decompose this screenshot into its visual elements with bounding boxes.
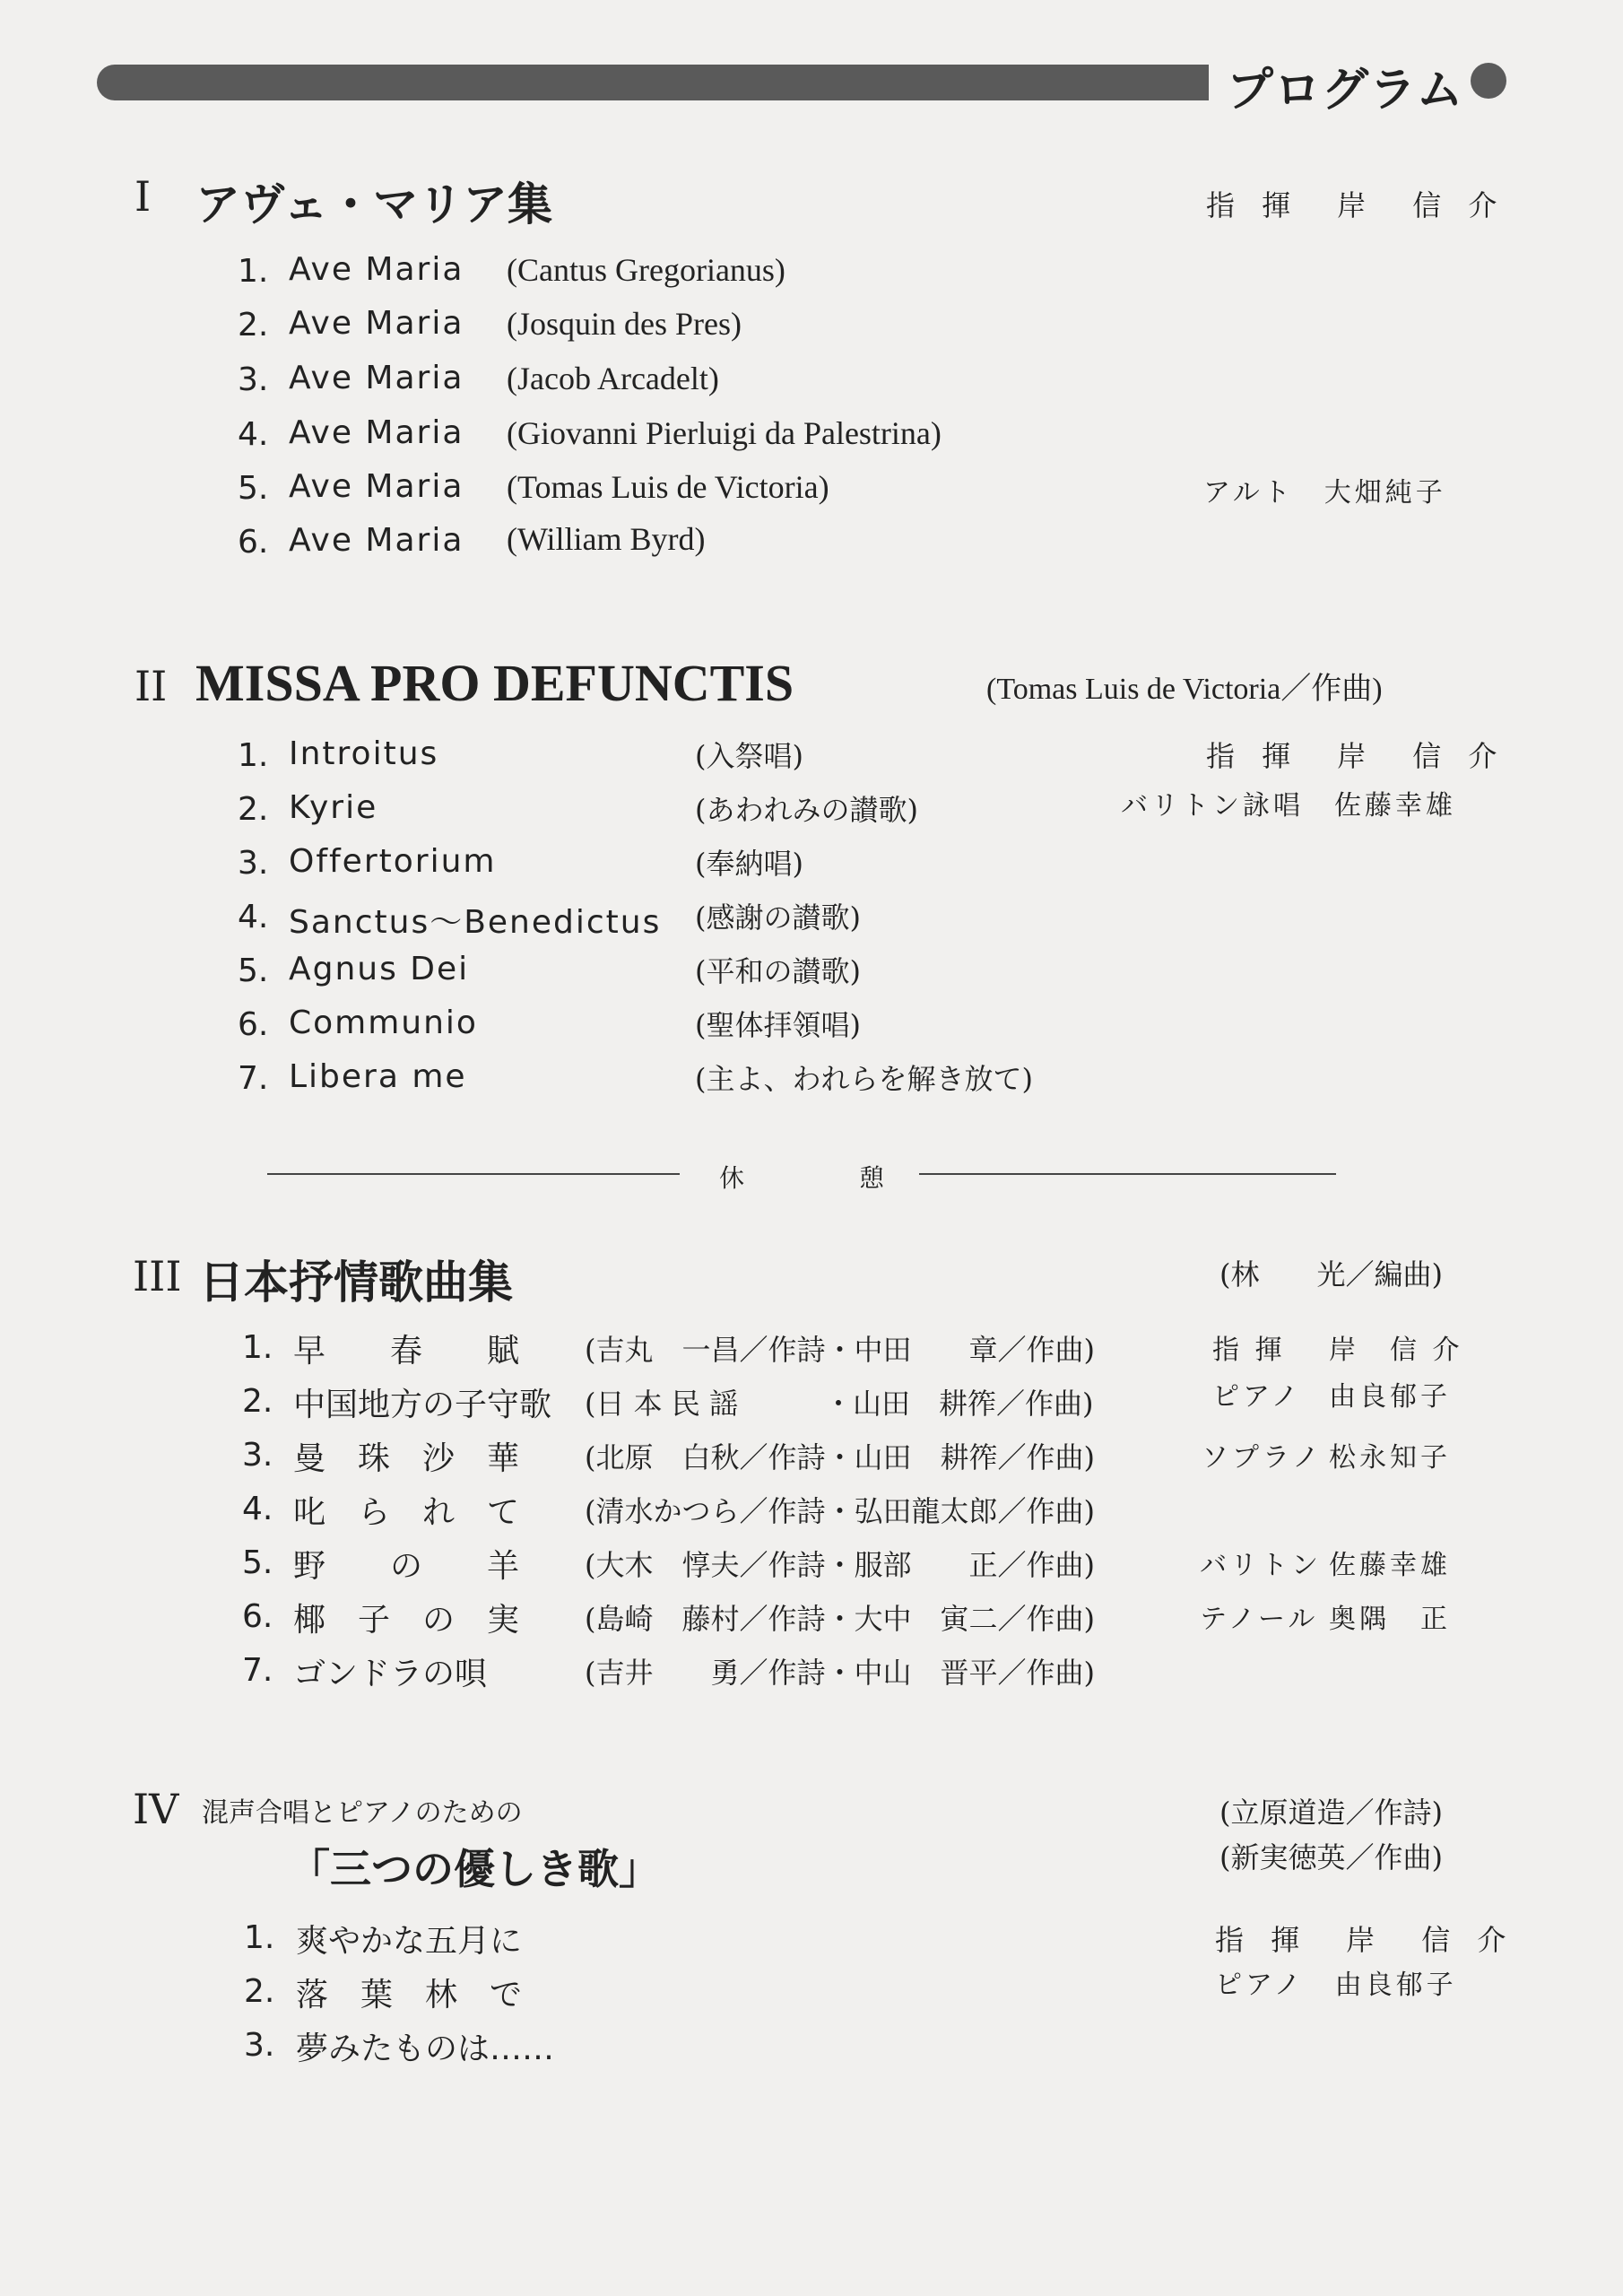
list-item-title: 爽やかな五月に (296, 1923, 523, 1960)
list-item-index: 2. (242, 1383, 273, 1420)
section-4-piano: ピアノ 由良郁子 (1215, 1970, 1457, 2001)
list-item-composer: (Josquin des Pres) (507, 306, 742, 342)
list-item-title: Offertorium (289, 843, 497, 880)
section-4-title: 「三つの優しき歌」 (289, 1845, 660, 1893)
list-item-title: Agnus Dei (289, 951, 470, 987)
list-item-title: Kyrie (289, 789, 378, 826)
list-item-index: 2. (244, 1973, 275, 2010)
list-item-index: 1. (244, 1919, 275, 1956)
list-item-performer: 松永知子 (1329, 1442, 1451, 1474)
intermission-label-right: 憩 (859, 1163, 885, 1193)
list-item-index: 2. (238, 307, 269, 344)
list-item-role: ソプラノ (1202, 1442, 1324, 1474)
section-2-number: II (135, 662, 168, 710)
section-3-title: 日本抒情歌曲集 (199, 1256, 513, 1309)
list-item-composer: (Tomas Luis de Victoria) (507, 469, 829, 505)
list-item-index: 7. (238, 1060, 269, 1097)
list-item-composer: (Jacob Arcadelt) (507, 361, 719, 396)
list-item-title: 曼 珠 沙 華 (293, 1440, 520, 1477)
list-item-translation: (感謝の讃歌) (695, 900, 861, 935)
section-1-alto: アルト 大畑純子 (1203, 477, 1446, 509)
list-item-title: ゴンドラの唄 (293, 1656, 488, 1692)
list-item-title: Ave Maria (289, 251, 464, 288)
list-item-composer: (Giovanni Pierluigi da Palestrina) (507, 415, 942, 451)
list-item-performer: 岸 信 介 (1329, 1335, 1463, 1366)
list-item-title: Ave Maria (289, 414, 464, 451)
section-1-conductor: 指 揮 岸 信 介 (1206, 188, 1506, 222)
list-item-role: テノール (1200, 1604, 1319, 1635)
list-item-index: 1. (238, 737, 269, 774)
list-item-translation: (奉納唱) (695, 847, 803, 881)
intermission-label-left: 休 (719, 1163, 745, 1193)
header-bar (97, 65, 1209, 100)
list-item-translation: (入祭唱) (695, 739, 803, 773)
list-item-title: Ave Maria (289, 305, 464, 342)
list-item-title: Sanctus〜Benedictus (289, 904, 662, 941)
list-item-credit: (北原 白秋／作詩・山田 耕筰／作曲) (585, 1440, 1095, 1474)
list-item-credit: (日 本 民 謡 ・山田 耕筰／作曲) (585, 1387, 1094, 1421)
section-4-lyricist-note: (立原道造／作詩) (1219, 1796, 1443, 1830)
list-item-index: 3. (238, 361, 269, 398)
list-item-index: 3. (242, 1437, 273, 1474)
section-2-composer-note: (Tomas Luis de Victoria／作曲) (986, 673, 1383, 706)
list-item-index: 6. (238, 1006, 269, 1043)
list-item-title: 叱 ら れ て (293, 1494, 520, 1531)
list-item-credit: (清水かつら／作詩・弘田龍太郎／作曲) (585, 1494, 1095, 1528)
list-item-credit: (島崎 藤村／作詩・大中 寅二／作曲) (585, 1602, 1095, 1636)
list-item-title: Introitus (289, 735, 439, 772)
list-item-title: Ave Maria (289, 468, 464, 505)
list-item-title: Ave Maria (289, 360, 464, 396)
list-item-title: 椰 子 の 実 (293, 1602, 520, 1639)
list-item-title: 落 葉 林 で (296, 1977, 523, 2013)
list-item-title: Communio (289, 1004, 478, 1041)
list-item-composer: (William Byrd) (507, 521, 706, 557)
list-item-index: 6. (238, 524, 269, 561)
section-4-conductor: 指 揮 岸 信 介 (1215, 1923, 1515, 1957)
header-dot (1471, 63, 1506, 99)
list-item-performer: 由良郁子 (1329, 1381, 1451, 1413)
list-item-title: 夢みたものは…… (296, 2031, 555, 2067)
list-item-index: 4. (238, 416, 269, 453)
list-item-index: 5. (238, 470, 269, 507)
section-1-number: I (135, 172, 152, 221)
list-item-performer: 奥隅 正 (1329, 1604, 1451, 1635)
list-item-performer: 佐藤幸雄 (1329, 1550, 1451, 1581)
list-item-index: 7. (242, 1652, 273, 1689)
list-item-role: バリトン (1200, 1550, 1322, 1581)
list-item-index: 5. (238, 952, 269, 989)
section-4-number: IV (133, 1785, 179, 1833)
list-item-index: 3. (244, 2027, 275, 2064)
list-item-index: 5. (242, 1544, 273, 1581)
list-item-index: 1. (238, 253, 269, 290)
list-item-role: 指 揮 (1212, 1335, 1286, 1366)
list-item-index: 4. (242, 1491, 273, 1527)
list-item-translation: (あわれみの讃歌) (695, 793, 918, 827)
list-item-index: 6. (242, 1598, 273, 1635)
list-item-translation: (平和の讃歌) (695, 954, 861, 988)
list-item-index: 2. (238, 791, 269, 828)
list-item-title: 野 の 羊 (293, 1548, 520, 1585)
list-item-title: Ave Maria (289, 522, 464, 559)
list-item-title: 中国地方の子守歌 (293, 1387, 552, 1423)
intermission-rule-left (267, 1173, 680, 1175)
list-item-translation: (聖体拝領唱) (695, 1008, 861, 1042)
section-2-title: MISSA PRO DEFUNCTIS (195, 654, 794, 712)
intermission-rule-right (919, 1173, 1336, 1175)
page-title: プログラム (1227, 64, 1464, 117)
list-item-index: 3. (238, 845, 269, 882)
section-3-arranger-note: (林 光／編曲) (1219, 1257, 1443, 1292)
section-2-baritone: バリトン詠唱 佐藤幸雄 (1121, 790, 1456, 822)
list-item-index: 4. (238, 899, 269, 935)
list-item-credit: (吉丸 一昌／作詩・中田 章／作曲) (585, 1333, 1095, 1367)
section-4-subtitle: 混声合唱とピアノのための (202, 1797, 523, 1829)
list-item-index: 1. (242, 1329, 273, 1366)
section-3-number: III (133, 1252, 182, 1300)
section-1-title: アヴェ・マリア集 (195, 178, 552, 230)
section-2-conductor: 指 揮 岸 信 介 (1206, 739, 1506, 773)
list-item-credit: (大木 惇夫／作詩・服部 正／作曲) (585, 1548, 1095, 1582)
list-item-role: ピアノ (1212, 1381, 1302, 1413)
list-item-composer: (Cantus Gregorianus) (507, 252, 785, 288)
list-item-translation: (主よ、われらを解き放て) (695, 1062, 1033, 1096)
list-item-credit: (吉井 勇／作詩・中山 晋平／作曲) (585, 1656, 1095, 1690)
section-4-composer-note: (新実徳英／作曲) (1219, 1840, 1443, 1874)
list-item-title: Libera me (289, 1058, 467, 1095)
list-item-title: 早 春 賦 (293, 1333, 520, 1370)
